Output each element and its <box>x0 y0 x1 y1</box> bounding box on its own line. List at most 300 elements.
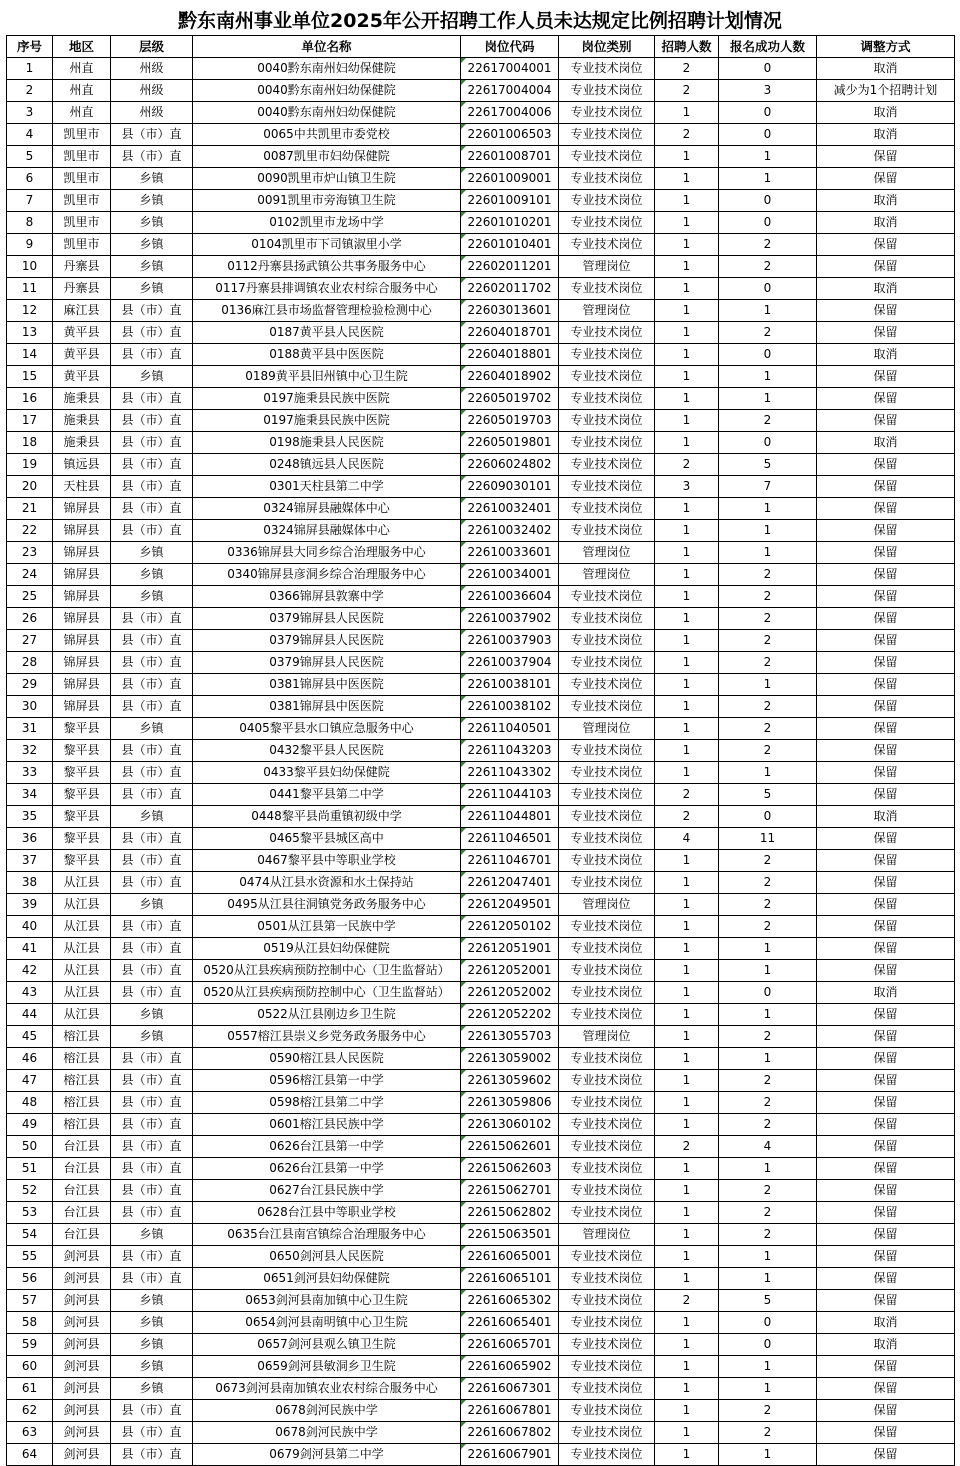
cell-adjustment: 保留 <box>817 586 955 608</box>
cell-adjustment: 取消 <box>817 1334 955 1356</box>
cell-applicants: 2 <box>719 630 817 652</box>
cell-unit: 0467黎平县中等职业学校 <box>193 850 461 872</box>
cell-level: 县（市）直 <box>111 1136 193 1158</box>
cell-region: 施秉县 <box>53 432 111 454</box>
cell-quota: 1 <box>655 322 719 344</box>
cell-adjustment: 保留 <box>817 1048 955 1070</box>
cell-region: 凯里市 <box>53 190 111 212</box>
cell-region: 黎平县 <box>53 740 111 762</box>
cell-index: 38 <box>7 872 53 894</box>
cell-index: 29 <box>7 674 53 696</box>
cell-quota: 1 <box>655 1378 719 1400</box>
cell-quota: 1 <box>655 102 719 124</box>
cell-code: 22610037902 <box>461 608 559 630</box>
cell-applicants: 2 <box>719 740 817 762</box>
cell-adjustment: 取消 <box>817 124 955 146</box>
cell-applicants: 2 <box>719 1202 817 1224</box>
table-row <box>7 564 955 586</box>
cell-level: 县（市）直 <box>111 652 193 674</box>
cell-applicants: 1 <box>719 146 817 168</box>
cell-adjustment: 保留 <box>817 1444 955 1466</box>
cell-unit: 0635台江县南宫镇综合治理服务中心 <box>193 1224 461 1246</box>
cell-level: 县（市）直 <box>111 982 193 1004</box>
cell-index: 37 <box>7 850 53 872</box>
cell-applicants: 2 <box>719 1422 817 1444</box>
cell-quota: 1 <box>655 388 719 410</box>
cell-level: 乡镇 <box>111 256 193 278</box>
cell-region: 榕江县 <box>53 1048 111 1070</box>
cell-adjustment: 保留 <box>817 652 955 674</box>
cell-index: 23 <box>7 542 53 564</box>
cell-unit: 0654剑河县南明镇中心卫生院 <box>193 1312 461 1334</box>
table-row <box>7 1158 955 1180</box>
table-row <box>7 1356 955 1378</box>
cell-applicants: 2 <box>719 1092 817 1114</box>
cell-level: 县（市）直 <box>111 1268 193 1290</box>
table-row <box>7 718 955 740</box>
cell-adjustment: 保留 <box>817 322 955 344</box>
cell-unit: 0405黎平县水口镇应急服务中心 <box>193 718 461 740</box>
cell-region: 台江县 <box>53 1224 111 1246</box>
cell-category: 专业技术岗位 <box>559 278 655 300</box>
cell-quota: 1 <box>655 916 719 938</box>
cell-unit: 0465黎平县城区高中 <box>193 828 461 850</box>
cell-quota: 1 <box>655 894 719 916</box>
cell-category: 专业技术岗位 <box>559 146 655 168</box>
cell-category: 管理岗位 <box>559 718 655 740</box>
cell-region: 黎平县 <box>53 718 111 740</box>
cell-level: 乡镇 <box>111 278 193 300</box>
cell-adjustment: 保留 <box>817 960 955 982</box>
cell-index: 1 <box>7 58 53 80</box>
cell-quota: 1 <box>655 740 719 762</box>
cell-code: 22616065902 <box>461 1356 559 1378</box>
cell-index: 55 <box>7 1246 53 1268</box>
cell-region: 从江县 <box>53 960 111 982</box>
cell-unit: 0519从江县妇幼保健院 <box>193 938 461 960</box>
cell-code: 22613055703 <box>461 1026 559 1048</box>
cell-region: 从江县 <box>53 1004 111 1026</box>
cell-code: 22601008701 <box>461 146 559 168</box>
cell-adjustment: 保留 <box>817 762 955 784</box>
cell-index: 24 <box>7 564 53 586</box>
cell-category: 专业技术岗位 <box>559 1290 655 1312</box>
table-row <box>7 212 955 234</box>
cell-code: 22611044801 <box>461 806 559 828</box>
recruitment-table <box>6 35 955 1466</box>
cell-applicants: 2 <box>719 718 817 740</box>
cell-level: 县（市）直 <box>111 1070 193 1092</box>
table-row <box>7 1246 955 1268</box>
cell-category: 管理岗位 <box>559 256 655 278</box>
cell-adjustment: 保留 <box>817 850 955 872</box>
cell-unit: 0673剑河县南加镇农业农村综合服务中心 <box>193 1378 461 1400</box>
cell-index: 7 <box>7 190 53 212</box>
cell-level: 县（市）直 <box>111 872 193 894</box>
table-row <box>7 982 955 1004</box>
cell-index: 45 <box>7 1026 53 1048</box>
cell-applicants: 2 <box>719 564 817 586</box>
cell-region: 凯里市 <box>53 168 111 190</box>
cell-applicants: 0 <box>719 212 817 234</box>
cell-quota: 1 <box>655 1224 719 1246</box>
cell-code: 22611046701 <box>461 850 559 872</box>
table-row <box>7 454 955 476</box>
cell-index: 63 <box>7 1422 53 1444</box>
cell-quota: 2 <box>655 806 719 828</box>
cell-unit: 0650剑河县人民医院 <box>193 1246 461 1268</box>
cell-adjustment: 保留 <box>817 740 955 762</box>
cell-region: 从江县 <box>53 938 111 960</box>
table-row <box>7 256 955 278</box>
cell-quota: 2 <box>655 1136 719 1158</box>
cell-applicants: 2 <box>719 234 817 256</box>
cell-category: 专业技术岗位 <box>559 168 655 190</box>
cell-index: 28 <box>7 652 53 674</box>
cell-adjustment: 取消 <box>817 432 955 454</box>
cell-index: 51 <box>7 1158 53 1180</box>
cell-region: 黎平县 <box>53 806 111 828</box>
cell-category: 专业技术岗位 <box>559 916 655 938</box>
cell-applicants: 2 <box>719 872 817 894</box>
cell-index: 32 <box>7 740 53 762</box>
cell-category: 专业技术岗位 <box>559 1048 655 1070</box>
cell-quota: 1 <box>655 938 719 960</box>
cell-adjustment: 保留 <box>817 630 955 652</box>
cell-category: 专业技术岗位 <box>559 1158 655 1180</box>
cell-adjustment: 保留 <box>817 1246 955 1268</box>
cell-unit: 0136麻江县市场监督管理检验检测中心 <box>193 300 461 322</box>
cell-level: 县（市）直 <box>111 784 193 806</box>
cell-quota: 2 <box>655 124 719 146</box>
cell-level: 县（市）直 <box>111 322 193 344</box>
cell-code: 22610038101 <box>461 674 559 696</box>
cell-code: 22615063501 <box>461 1224 559 1246</box>
cell-unit: 0381锦屏县中医医院 <box>193 674 461 696</box>
header-cell-category: 岗位类别 <box>559 36 655 58</box>
cell-level: 州级 <box>111 80 193 102</box>
cell-quota: 1 <box>655 1180 719 1202</box>
table-row <box>7 278 955 300</box>
cell-applicants: 2 <box>719 696 817 718</box>
cell-category: 专业技术岗位 <box>559 696 655 718</box>
cell-applicants: 2 <box>719 1026 817 1048</box>
cell-code: 22613059806 <box>461 1092 559 1114</box>
header-cell-region: 地区 <box>53 36 111 58</box>
cell-index: 11 <box>7 278 53 300</box>
cell-category: 专业技术岗位 <box>559 366 655 388</box>
cell-category: 专业技术岗位 <box>559 1246 655 1268</box>
cell-code: 22605019703 <box>461 410 559 432</box>
cell-code: 22616065701 <box>461 1334 559 1356</box>
cell-applicants: 2 <box>719 850 817 872</box>
cell-level: 乡镇 <box>111 1356 193 1378</box>
cell-category: 专业技术岗位 <box>559 1334 655 1356</box>
cell-category: 专业技术岗位 <box>559 388 655 410</box>
cell-code: 22610033601 <box>461 542 559 564</box>
cell-unit: 0379锦屏县人民医院 <box>193 608 461 630</box>
cell-index: 47 <box>7 1070 53 1092</box>
cell-adjustment: 保留 <box>817 234 955 256</box>
cell-unit: 0117丹寨县排调镇农业农村综合服务中心 <box>193 278 461 300</box>
cell-adjustment: 保留 <box>817 1268 955 1290</box>
cell-category: 专业技术岗位 <box>559 652 655 674</box>
cell-category: 专业技术岗位 <box>559 498 655 520</box>
table-row <box>7 168 955 190</box>
header-cell-code: 岗位代码 <box>461 36 559 58</box>
cell-applicants: 1 <box>719 498 817 520</box>
cell-code: 22612052002 <box>461 982 559 1004</box>
cell-unit: 0448黎平县尚重镇初级中学 <box>193 806 461 828</box>
cell-code: 22610036604 <box>461 586 559 608</box>
cell-code: 22612052202 <box>461 1004 559 1026</box>
cell-unit: 0189黄平县旧州镇中心卫生院 <box>193 366 461 388</box>
table-row <box>7 762 955 784</box>
cell-quota: 1 <box>655 1400 719 1422</box>
cell-index: 22 <box>7 520 53 542</box>
cell-region: 剑河县 <box>53 1356 111 1378</box>
cell-adjustment: 保留 <box>817 916 955 938</box>
table-row <box>7 608 955 630</box>
cell-index: 50 <box>7 1136 53 1158</box>
cell-unit: 0188黄平县中医医院 <box>193 344 461 366</box>
cell-code: 22605019801 <box>461 432 559 454</box>
cell-applicants: 1 <box>719 1004 817 1026</box>
cell-category: 专业技术岗位 <box>559 1114 655 1136</box>
cell-adjustment: 保留 <box>817 146 955 168</box>
cell-region: 从江县 <box>53 916 111 938</box>
header-cell-unit: 单位名称 <box>193 36 461 58</box>
cell-unit: 0627台江县民族中学 <box>193 1180 461 1202</box>
cell-unit: 0324锦屏县融媒体中心 <box>193 520 461 542</box>
cell-applicants: 1 <box>719 542 817 564</box>
cell-region: 镇远县 <box>53 454 111 476</box>
cell-quota: 2 <box>655 454 719 476</box>
cell-category: 专业技术岗位 <box>559 1422 655 1444</box>
cell-code: 22603013601 <box>461 300 559 322</box>
cell-quota: 1 <box>655 1070 719 1092</box>
cell-unit: 0596榕江县第一中学 <box>193 1070 461 1092</box>
cell-code: 22615062802 <box>461 1202 559 1224</box>
cell-index: 17 <box>7 410 53 432</box>
cell-adjustment: 保留 <box>817 1180 955 1202</box>
cell-region: 剑河县 <box>53 1312 111 1334</box>
cell-category: 专业技术岗位 <box>559 828 655 850</box>
cell-code: 22612050102 <box>461 916 559 938</box>
cell-quota: 1 <box>655 1004 719 1026</box>
cell-index: 59 <box>7 1334 53 1356</box>
table-row <box>7 1180 955 1202</box>
table-row <box>7 1026 955 1048</box>
cell-category: 专业技术岗位 <box>559 1268 655 1290</box>
cell-category: 管理岗位 <box>559 1026 655 1048</box>
cell-level: 乡镇 <box>111 564 193 586</box>
table-row <box>7 542 955 564</box>
cell-index: 8 <box>7 212 53 234</box>
table-row <box>7 916 955 938</box>
cell-adjustment: 保留 <box>817 1400 955 1422</box>
cell-adjustment: 保留 <box>817 1290 955 1312</box>
cell-applicants: 2 <box>719 1400 817 1422</box>
cell-category: 专业技术岗位 <box>559 960 655 982</box>
cell-region: 锦屏县 <box>53 586 111 608</box>
cell-category: 专业技术岗位 <box>559 1400 655 1422</box>
cell-quota: 1 <box>655 300 719 322</box>
cell-level: 乡镇 <box>111 718 193 740</box>
cell-code: 22616067802 <box>461 1422 559 1444</box>
cell-applicants: 0 <box>719 124 817 146</box>
cell-code: 22610032402 <box>461 520 559 542</box>
table-row <box>7 1444 955 1466</box>
cell-category: 管理岗位 <box>559 894 655 916</box>
table-row <box>7 1422 955 1444</box>
cell-applicants: 1 <box>719 1048 817 1070</box>
table-row <box>7 322 955 344</box>
cell-applicants: 1 <box>719 168 817 190</box>
cell-code: 22613060102 <box>461 1114 559 1136</box>
cell-level: 乡镇 <box>111 1334 193 1356</box>
header-row <box>7 36 955 58</box>
cell-category: 专业技术岗位 <box>559 1312 655 1334</box>
cell-code: 22615062701 <box>461 1180 559 1202</box>
cell-code: 22604018801 <box>461 344 559 366</box>
cell-index: 12 <box>7 300 53 322</box>
cell-unit: 0501从江县第一民族中学 <box>193 916 461 938</box>
cell-category: 专业技术岗位 <box>559 784 655 806</box>
cell-unit: 0197施秉县民族中医院 <box>193 388 461 410</box>
cell-unit: 0301天柱县第二中学 <box>193 476 461 498</box>
cell-index: 64 <box>7 1444 53 1466</box>
cell-applicants: 1 <box>719 1268 817 1290</box>
cell-index: 33 <box>7 762 53 784</box>
cell-index: 31 <box>7 718 53 740</box>
cell-unit: 0340锦屏县彦洞乡综合治理服务中心 <box>193 564 461 586</box>
cell-level: 县（市）直 <box>111 674 193 696</box>
cell-level: 县（市）直 <box>111 498 193 520</box>
cell-code: 22616067801 <box>461 1400 559 1422</box>
cell-code: 22615062601 <box>461 1136 559 1158</box>
cell-region: 榕江县 <box>53 1092 111 1114</box>
table-row <box>7 410 955 432</box>
cell-applicants: 3 <box>719 80 817 102</box>
cell-unit: 0040黔东南州妇幼保健院 <box>193 102 461 124</box>
table-row <box>7 498 955 520</box>
cell-code: 22611040501 <box>461 718 559 740</box>
cell-region: 丹寨县 <box>53 256 111 278</box>
cell-applicants: 1 <box>719 960 817 982</box>
cell-category: 专业技术岗位 <box>559 674 655 696</box>
cell-level: 州级 <box>111 102 193 124</box>
cell-adjustment: 保留 <box>817 872 955 894</box>
cell-category: 专业技术岗位 <box>559 234 655 256</box>
cell-adjustment: 保留 <box>817 1224 955 1246</box>
cell-level: 县（市）直 <box>111 938 193 960</box>
cell-code: 22615062603 <box>461 1158 559 1180</box>
cell-applicants: 11 <box>719 828 817 850</box>
cell-adjustment: 保留 <box>817 564 955 586</box>
cell-index: 35 <box>7 806 53 828</box>
cell-applicants: 1 <box>719 1378 817 1400</box>
cell-applicants: 1 <box>719 762 817 784</box>
cell-code: 22604018701 <box>461 322 559 344</box>
cell-quota: 1 <box>655 146 719 168</box>
cell-region: 黄平县 <box>53 344 111 366</box>
cell-region: 施秉县 <box>53 410 111 432</box>
cell-unit: 0197施秉县民族中医院 <box>193 410 461 432</box>
cell-quota: 1 <box>655 1092 719 1114</box>
cell-adjustment: 保留 <box>817 168 955 190</box>
cell-adjustment: 保留 <box>817 1422 955 1444</box>
cell-index: 9 <box>7 234 53 256</box>
cell-adjustment: 保留 <box>817 498 955 520</box>
table-row <box>7 1114 955 1136</box>
cell-region: 剑河县 <box>53 1444 111 1466</box>
cell-index: 41 <box>7 938 53 960</box>
cell-region: 剑河县 <box>53 1268 111 1290</box>
cell-level: 县（市）直 <box>111 740 193 762</box>
cell-category: 专业技术岗位 <box>559 1136 655 1158</box>
cell-quota: 1 <box>655 586 719 608</box>
cell-region: 凯里市 <box>53 124 111 146</box>
cell-applicants: 0 <box>719 344 817 366</box>
cell-quota: 1 <box>655 410 719 432</box>
cell-region: 剑河县 <box>53 1378 111 1400</box>
table-row <box>7 850 955 872</box>
cell-quota: 1 <box>655 1048 719 1070</box>
cell-applicants: 1 <box>719 388 817 410</box>
cell-region: 从江县 <box>53 872 111 894</box>
cell-level: 乡镇 <box>111 894 193 916</box>
cell-code: 22601009001 <box>461 168 559 190</box>
cell-code: 22617004001 <box>461 58 559 80</box>
cell-level: 县（市）直 <box>111 520 193 542</box>
cell-category: 专业技术岗位 <box>559 80 655 102</box>
cell-adjustment: 保留 <box>817 300 955 322</box>
cell-quota: 2 <box>655 58 719 80</box>
cell-level: 乡镇 <box>111 1004 193 1026</box>
cell-applicants: 2 <box>719 256 817 278</box>
cell-code: 22612049501 <box>461 894 559 916</box>
table-row <box>7 674 955 696</box>
cell-level: 乡镇 <box>111 1224 193 1246</box>
cell-adjustment: 保留 <box>817 1202 955 1224</box>
cell-region: 锦屏县 <box>53 696 111 718</box>
cell-adjustment: 保留 <box>817 894 955 916</box>
cell-quota: 1 <box>655 542 719 564</box>
cell-region: 丹寨县 <box>53 278 111 300</box>
cell-adjustment: 保留 <box>817 366 955 388</box>
cell-code: 22616065401 <box>461 1312 559 1334</box>
cell-quota: 1 <box>655 1444 719 1466</box>
cell-index: 27 <box>7 630 53 652</box>
cell-level: 乡镇 <box>111 586 193 608</box>
cell-index: 49 <box>7 1114 53 1136</box>
cell-index: 21 <box>7 498 53 520</box>
cell-quota: 1 <box>655 696 719 718</box>
cell-level: 县（市）直 <box>111 344 193 366</box>
cell-category: 专业技术岗位 <box>559 1202 655 1224</box>
cell-quota: 1 <box>655 872 719 894</box>
table-row <box>7 388 955 410</box>
table-row <box>7 102 955 124</box>
header-cell-applicants: 报名成功人数 <box>719 36 817 58</box>
cell-index: 26 <box>7 608 53 630</box>
cell-level: 乡镇 <box>111 1026 193 1048</box>
cell-unit: 0495从江县往洞镇党务政务服务中心 <box>193 894 461 916</box>
cell-region: 锦屏县 <box>53 564 111 586</box>
cell-quota: 1 <box>655 212 719 234</box>
cell-unit: 0198施秉县人民医院 <box>193 432 461 454</box>
